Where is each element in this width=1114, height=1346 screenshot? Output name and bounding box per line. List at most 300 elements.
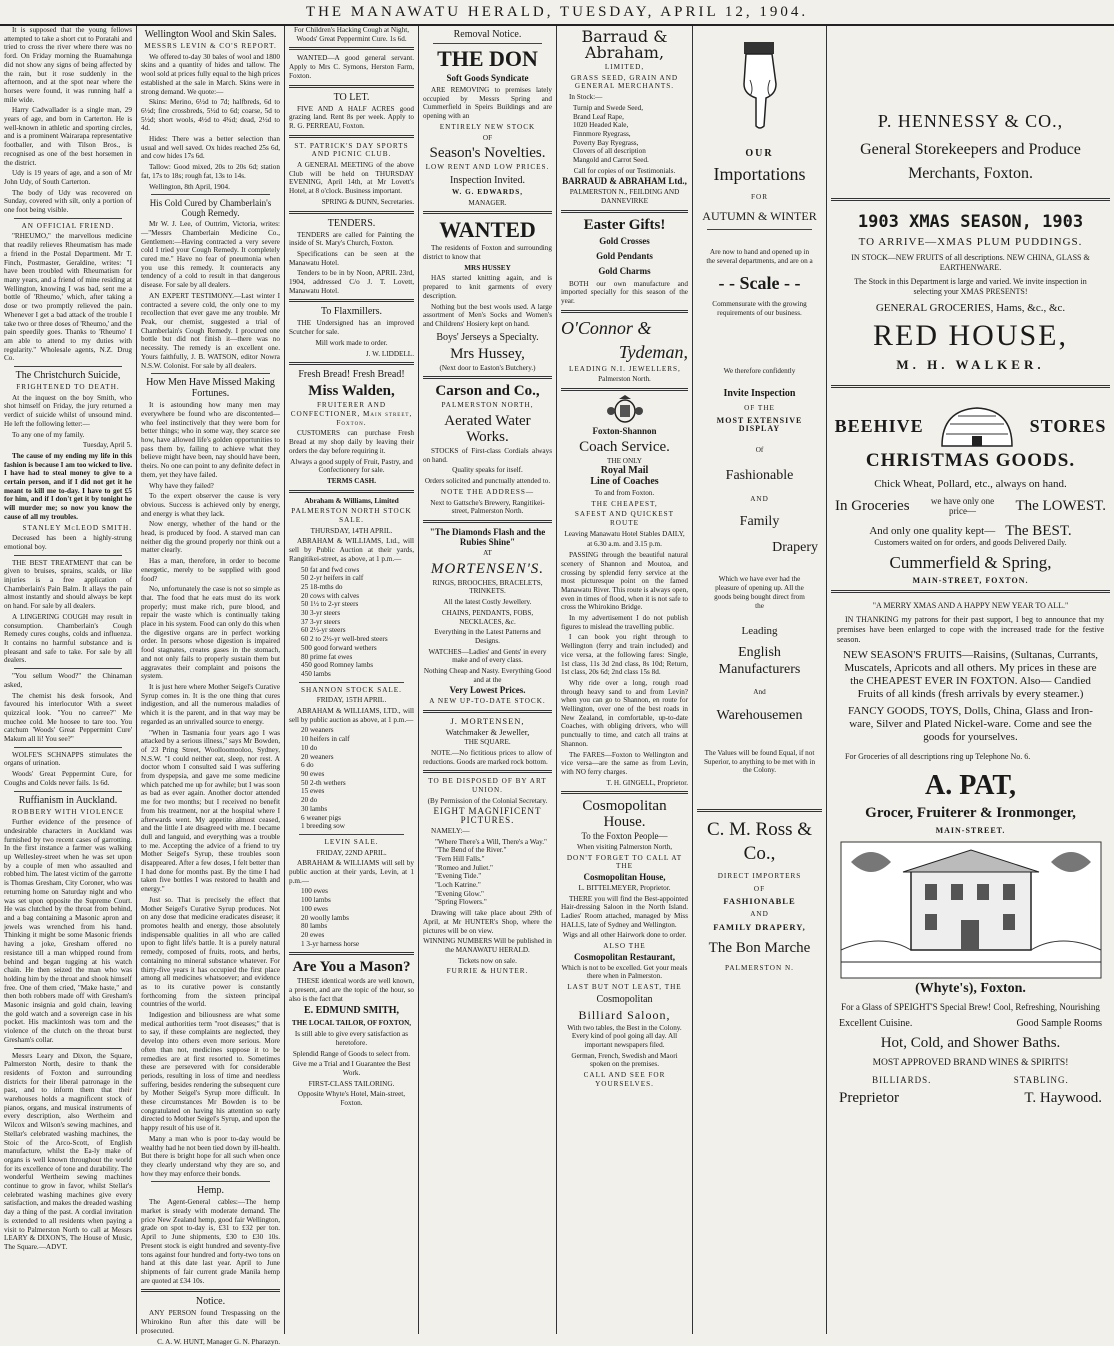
article-text: The Agent-General cables:—The hemp market is steady with moderate demand. The price New Zealand hemp, good fair Wellington, grade on spot to-day is, £31 to £32 per ton. April to June shipments, £30 to £30 10s. Present stock is eight hundred and seventy-five tons against four hundred and forty-two tons on hand at this date last year. April to June shipments of fair current grade Manila hemp are quoted at £34 10s.: [141, 1198, 280, 1285]
list-item: "Where There's a Will, There's a Way.": [435, 837, 547, 846]
list-item: 1 3-yr harness horse: [301, 939, 360, 948]
headline: ST. PATRICK'S DAY SPORTS AND PICNIC CLUB.: [294, 141, 409, 159]
ad-text: DON'T FORGET TO CALL AT THE: [566, 853, 683, 871]
ad-text: For Groceries of all descriptions ring up Telephone No. 6.: [845, 752, 1031, 761]
article-text: The body of Udy was recovered on Sunday, covered with silt, only a portion of one foot being visible.: [4, 188, 132, 215]
list-item: 500 good forward wethers: [301, 643, 377, 652]
ad-text: IN STOCK—NEW FRUITS of all descriptions. NEW CHINA, GLASS & EARTHENWARE.: [851, 253, 1090, 272]
list-item: 1 breeding sow: [301, 822, 345, 831]
article-text: Now energy, whether of the hand or the head, is produced by food. A starved man can neither dig the ground properly nor think out a matter clearly.: [141, 520, 280, 555]
article-text: Many a man who is poor to-day would be wealthy had he not been tied down by ill-health. But there is bright hope for all such when once they clearly understand why they are so, and how they may enforce their bonds.: [141, 1134, 280, 1178]
article-text: A LINGERING COUGH may result in consumption. Chamberlain's Cough Remedy cures coughs, colds and influenza. It contains no harmful substance and is pleasant and safe to take. For sale by all dealers.: [4, 612, 132, 665]
stock-list: [301, 566, 414, 679]
headline: RED HOUSE,: [872, 319, 1068, 352]
ad-text: THURSDAY, 14TH APRIL.: [310, 526, 393, 535]
list-item: 37 3-yr steers: [301, 617, 341, 626]
ad-text: "A MERRY XMAS AND A HAPPY NEW YEAR TO ALL.": [872, 601, 1069, 610]
headline: His Cold Cured by Chamberlain's Cough Remedy.: [149, 198, 272, 219]
ad-text: Mill work made to order.: [315, 338, 388, 347]
ad-text: CHAINS, PENDANTS, FOBS, NECKLACES, &c.: [441, 608, 534, 626]
ad-text: WATCHES—Ladies' and Gents' in every make and of every class.: [428, 647, 547, 665]
ad-text: The Values will be found Equal, if not Superior, to anything to be met with in the Colony.: [703, 748, 816, 775]
list-item: 10 heifers in calf: [301, 735, 350, 744]
headline: Season's Novelties.: [429, 145, 546, 162]
headline: Drapery: [772, 540, 818, 556]
headline: Fresh Bread! Fresh Bread!: [298, 369, 405, 381]
article-text: Why have they failed?: [149, 481, 214, 490]
article-text: It is supposed that the young fellows attempted to take a short cut to Poratahi and tried to cross the river where there was no ford. On Friday morning the Ruamahunga did not show any signs of being affected by the rain, but it rose suddenly in the afternoon, and at the spot near where the horses were found, it was running half a mile wide.: [4, 26, 132, 104]
list-item: Poverty Bay Ryegrass,: [573, 138, 639, 147]
ad-text: Next to Gattsche's Brewery, Rangitikei-street, Palmerston North.: [430, 498, 545, 516]
signature: STANLEY McLEOD SMITH.: [22, 523, 132, 532]
ad-text: Wigs and all other Hairwork done to order.: [562, 931, 687, 940]
ad-text: TERMS CASH.: [326, 476, 377, 485]
headline: Cosmopolitan Restaurant,: [573, 951, 675, 962]
article-text: WOLFE'S SCHNAPPS stimulates the organs of urination.: [4, 750, 132, 768]
ad-text: In Groceries: [835, 498, 910, 514]
article-text: Hides: There was a better selection than usual and well saved. Ox hides reached 25s 6d, and cow hides 17s 6d.: [141, 135, 280, 161]
headline: M. H. WALKER.: [896, 357, 1045, 372]
headline: Miss Walden,: [308, 383, 395, 400]
column-4: [419, 26, 556, 1334]
article-text: Indigestion and biliousness are what some medical authorities term "root diseases;" that is to say, if these complaints are neglected, they develop into others even more serious. More often than not, medicines suppose it to be remedies are at first resorted to. Sometimes these are persevered with for considerable periods, resulting in loss of time and needless suffering, besides rendering the subsequent cure by Mother Seigel's Syrup more difficult. In these circumstances Mr Bowden is to be congratulated on having his attention so early directed to Mother Seigel's Syrup, and upon the happy result of his use of it.: [141, 1011, 280, 1133]
headline: TO BE DISPOSED OF BY ART UNION.: [428, 777, 547, 795]
headline: Gold Charms: [598, 265, 651, 276]
stock-list: [301, 887, 414, 948]
headline: Cummerfield & Spring,: [889, 553, 1052, 572]
hotel-engraving-icon: [841, 842, 1101, 978]
headline: (Whyte's), Foxton.: [915, 981, 1026, 996]
stock-list: [301, 726, 414, 830]
headline: The Bon Marche: [708, 939, 811, 956]
ad-text: AT: [483, 548, 492, 557]
ad-text: Everything in the Latest Patterns and Designs.: [434, 628, 541, 645]
ad-text: STOCKS of First-class Cordials always on hand.: [423, 447, 552, 464]
ad-text: Quality speaks for itself.: [452, 466, 523, 475]
headline: AN OFFICIAL FRIEND.: [21, 221, 115, 230]
list-item: "Loch Katrine.": [435, 881, 481, 890]
ad-text: (By Permission of the Colonial Secretary.: [427, 796, 548, 805]
headline: THE DON: [437, 46, 538, 71]
article-text: AN EXPERT TESTIMONY.—Last winter I contracted a severe cold, the only one to my recollection that ever gave me any trouble. Mr Peak, our chemist, suggested a trial of Chamberlain's Cough Remedy. I procured one bottle but did not finish it—there was no necessity. The remedy is an excellent one. Yours faithfully, J. B. WATSON, editor Nowra N.S.W. Colonist. For sale by all dealers.: [141, 291, 280, 370]
headline: EIGHT MAGNIFICENT PICTURES.: [433, 806, 542, 826]
ad-text: MOST APPROVED BRAND WINES & SPIRITS!: [872, 1058, 1069, 1068]
ad-text: When visiting Palmerston North,: [576, 843, 673, 852]
ad-text: Opposite Whyte's Hotel, Main-street, Foxton.: [297, 1090, 406, 1108]
ad-text: The LOWEST.: [1015, 498, 1106, 514]
ad-text: FANCY GOODS, TOYS, Dolls, China, Glass and Iron-ware, Silver and Plated Nickel-ware. Come and see the goods for yourselves.: [848, 705, 1093, 743]
billiards-line: [831, 1075, 1110, 1085]
ad-text: RINGS, BROOCHES, BRACELETS, TRINKETS.: [432, 578, 543, 596]
headline: Billiard Saloon,: [578, 1007, 671, 1022]
ad-text: We therefore confidently: [723, 367, 796, 376]
headline: Carson and Co.,: [435, 383, 540, 400]
ad-text: Why ride over a long, rough road through heavy sand to and from Levin? when you can go to Shannon, en route for Wellington, over one of the best roads in New Zealand, in comfortable, up-to-date Coaches, with obliging drivers, who will punctually to time, and catch all trains at Shannon.: [561, 678, 688, 748]
ad-text: FRIDAY, 15TH APRIL.: [316, 696, 387, 705]
beehive-header: [831, 404, 1110, 448]
ad-text: Which we have ever had the pleasure of opening up. All the goods being bought direct from the: [714, 575, 805, 610]
article-text: Tallow: Good mixed, 20s to 20s 6d; station fat, 17s to 18s; rough fat, 13s to 14s.: [141, 163, 280, 180]
headline: Very Lowest Prices.: [449, 685, 526, 696]
list-item: 80 prime fat ewes: [301, 652, 353, 661]
headline: FAMILY DRAPERY,: [713, 921, 806, 932]
headline: THE LOCAL TAILOR, OF FOXTON,: [291, 1019, 412, 1028]
ad-text: GENERAL GROCERIES, Hams, &c., &c.: [875, 302, 1066, 314]
headline: Invite Inspection: [723, 387, 796, 399]
headline: Inspection Invited.: [450, 174, 525, 186]
list-item: 100 ewes: [301, 887, 328, 896]
headline: Fashionable: [725, 467, 794, 483]
ad-text: Call for copies of our Testimonials.: [573, 166, 676, 175]
ad-text: FRIDAY, 22ND APRIL.: [316, 848, 387, 857]
ad-text: THE Undersigned has an improved Scutcher for sale.: [289, 319, 414, 337]
headline: To Flaxmillers.: [321, 306, 382, 318]
headline: TENDERS.: [327, 217, 376, 229]
headline: Wellington Wool and Skin Sales.: [144, 29, 277, 40]
ad-text: OF: [482, 133, 493, 142]
headline: TO LET.: [333, 91, 370, 103]
ad-text: The BEST.: [1005, 523, 1072, 539]
headline: BARRAUD & ABRAHAM Ltd.,: [562, 176, 687, 187]
ad-text: NOTE THE ADDRESS—: [440, 487, 535, 496]
article-text: To any one of my family.: [12, 430, 85, 439]
list-item: 20 cows with calves: [301, 591, 360, 600]
masthead: [0, 0, 1114, 26]
ad-text: Splendid Range of Goods to select from.: [292, 1049, 411, 1058]
ad-text: AND: [750, 494, 769, 503]
headline: SHANNON STOCK SALE.: [301, 685, 402, 694]
headline: Watchmaker & Jeweller,: [445, 726, 530, 737]
list-item: 100 ewes: [301, 904, 328, 913]
headline: AUTUMN & WINTER: [702, 209, 817, 224]
article-text: Skins: Merino, 6½d to 7d; halfbreds, 6d to 6½d; fine crossbreds, 5½d to 6d; coarse, 5d to 5½d; short wools, 4½d to 4¾d; dead, 2½d to 4d.: [141, 98, 280, 133]
ad-text: IN THANKING my patrons for their past support, I beg to announce that my premises have been enlarged to cope with the increased trade for the festive season.: [837, 615, 1104, 644]
headline: LEVIN SALE.: [324, 837, 379, 846]
ad-text: Give me a Trial and I Guarantee the Best Work.: [292, 1060, 411, 1077]
article-text: Messrs Leary and Dixon, the Square, Palmerston North, desire to thank the residents of Foxton and surrounding districts for their liberal patronage in the past, and to inform them that their warehouses holds a magnificent stock of pianos, organs, and musical instruments of every description, also Wertheim and Wilcox and Wilson's sewing machines, and Stellar's celebrated washing machines, the Stoic of the Arco-Scott, of English manufacture, whilst the Ea-ly make of organs is well known throughout the world for its excellence of tone and durability. The wonderful Wertheim sewing machines continue to grow in favor, whilst Stellar's celebrated washing machines give every satisfaction, and makes the dreaded washing day a thing of the past. A cordial invitation is extended to all residents when paying a visit to Palmerston North to call at Messrs LEARY & DIXON'S, The House of Music, The Square.—ADVT.: [4, 1051, 132, 1251]
ad-text: Good Sample Rooms: [1016, 1018, 1102, 1029]
ad-text: ENTIRELY NEW STOCK: [439, 122, 536, 131]
column-2: [137, 26, 284, 1346]
headline: Barraud & Abraham,: [581, 27, 668, 62]
ad-text: PALMERSTON N.: [725, 963, 794, 972]
column-1: [0, 26, 136, 1334]
list-item: Brand Leaf Rape,: [573, 112, 624, 121]
ad-text: LAST BUT NOT LEAST, THE: [567, 982, 682, 991]
article-text: "You sellum Wood?" the Chinaman asked,: [4, 672, 132, 689]
ad-text: ARE REMOVING to premises lately occupied by Messrs Spring and Cummerfield in Speirs Buildings and are opening with an: [423, 86, 552, 121]
ad-text: BILLIARDS.: [872, 1075, 932, 1085]
headline: General Storekeepers and Produce Merchants, Foxton.: [860, 141, 1081, 182]
article-text: Mr W. J. Lee, of Outtrim, Victoria, writes:—"Messrs Chamberlain Medicine Co., Gentlemen:—Having contracted a very severe cold I tried your Cough Remedy. It completely cured me." Have no fear of pneumonia when you use this remedy. It counteracts any tendency of a cold to result in that dangerous disease. For sale by all dealers.: [141, 220, 280, 290]
ad-text: MAIN-STREET, FOXTON.: [912, 576, 1029, 585]
pointing-hand-icon: [730, 40, 790, 130]
headline: PALMERSTON NORTH STOCK SALE.: [291, 507, 412, 525]
ad-text: GRASS SEED, GRAIN AND GENERAL MERCHANTS.: [570, 73, 679, 91]
ad-text: THE CHEAPEST,: [591, 499, 658, 508]
article-text: Wellington, 8th April, 1904.: [149, 182, 230, 191]
ad-text: Commensurate with the growing requirements of our business.: [712, 299, 807, 317]
article-text: At the inquest on the boy Smith, who shot himself on Friday, the jury returned a verdict of suicide whilst of unsound mind. He left the following letter:—: [4, 393, 132, 428]
headline: Coach Service.: [579, 438, 670, 455]
ad-text: THE SQUARE.: [464, 738, 511, 747]
ad-text: To and from Foxton.: [594, 488, 655, 497]
list-item: "Spring Flowers.": [435, 898, 487, 907]
ad-text: Customers waited on for orders, and goods Delivered Daily.: [874, 538, 1067, 547]
ad-text: Preprietor: [839, 1090, 899, 1106]
signature: C. A. W. HUNT, Manager G. N. Pharazyn.: [157, 1337, 280, 1346]
groceries-line: [835, 496, 1106, 516]
royal-crest-icon: [605, 395, 645, 425]
ad-text: MAIN-STREET.: [935, 826, 1006, 835]
article-text: The cause of my ending my life in this fashion is because I am too wicked to live. I have had to steal money to give to a certain person, and if I did not get it he meant to kill me to-day. I have to get £5 for him, and if I don't get it by tonight he will murder me; so now you know the cause of all my troubles.: [4, 451, 132, 521]
headline: Removal Notice.: [453, 29, 522, 40]
article-text: It is just here where Mother Seigel's Curative Syrup comes in. It is the one thing that cures indigestion, and all the numerous maladies of which it is the parent, and in that way may be regarded as an unrivalled source to energy.: [141, 683, 280, 726]
list-item: 100 lambs: [301, 896, 331, 905]
signature: J. W. LIDDELL.: [365, 349, 414, 358]
headline: WANTED: [439, 217, 536, 243]
ad-text: LIMITED,: [604, 63, 645, 71]
article-text: No, unfortunately the case is not so simple as that. The food that he eats must do its work properly; must make rich, pure blood, and repair the waste which is continually taking place in his system. Food can only do this when the digestive organs are in perfect working order. In persons whose digestion is impaired food stagnates, creates gases in the stomach, and not only fails to properly sustain them but aggravates their complaint and poisons the system.: [141, 585, 280, 681]
column-7: [827, 26, 1114, 1334]
ad-text: ABRAHAM & WILLIAMS will sell by public auction at their yards, Levin, at 1 p.m.—: [289, 859, 414, 885]
ad-text: TENDERS are called for Painting the inside of St. Mary's Church, Foxton.: [289, 230, 414, 248]
ad-text: The Stock in this Department is large and varied. We invite inspection in selecting your XMAS PRESENTS!: [854, 277, 1087, 296]
list-item: 50 fat and fwd cows: [301, 565, 360, 574]
list-item: "Fern Hill Falls.": [435, 854, 485, 863]
headline: Cosmopolitan House.: [582, 798, 667, 831]
ad-text: German, French, Swedish and Maori spoken on the premises.: [571, 1051, 678, 1069]
headline: Gold Crosses: [599, 235, 650, 246]
headline: Mrs Hussey,: [450, 345, 525, 362]
ad-text: TO ARRIVE—XMAS PLUM PUDDINGS.: [858, 236, 1083, 248]
list-item: Finnmore Ryegrass,: [573, 129, 631, 138]
ad-text: Always a good supply of Fruit, Pastry, and Confectionery for sale.: [290, 457, 413, 475]
list-item: 20 woolly lambs: [301, 913, 349, 922]
ad-text: With two tables, the Best in the Colony. Every kind of pool going all day. All important newspapers filed.: [567, 1023, 682, 1050]
column-5: [557, 26, 692, 1334]
ad-text: STABLING.: [1013, 1075, 1069, 1085]
beehive-icon: [932, 404, 1022, 448]
ad-text: And: [753, 688, 766, 697]
article-text: Just so. That is precisely the effect that Mother Seigel's Curative Syrup produces. Not on any dose that medicine eradicates disease; it promotes health and energy, those absolutely indispensable qualities in all who are called upon to fight life's battle. It is a purely natural remedy, composed of fruits, roots, and herbs, containing no mineral substance whatever. For thirty-five years it has occupied the first place among all medicines whatsoever; and evidence as to its curative power is constantly forthcoming from the sixteen principal countries of the world.: [141, 895, 280, 1009]
ad-text: Which is not to be excelled. Get your meals there when in Palmerston.: [561, 963, 688, 981]
ad-text: WINNING NUMBERS Will be published in the MANAWATU HERALD.: [423, 937, 552, 954]
article-text: Tuesday, April 5.: [82, 441, 132, 450]
headline: W. G. EDWARDS,: [451, 187, 524, 196]
ad-text: FRUITERER AND CONFECTIONER, Main street, Foxton.: [290, 401, 413, 427]
ad-text: LOW RENT AND LOW PRICES.: [425, 163, 550, 172]
ad-text: THERE you will find the Best-appointed Hair-dressing Saloon in the North Island. Ladies' Room attached, managed by Miss HALLS, late of Sydney and Wellington.: [561, 894, 688, 929]
ad-text: Nothing but the best wools used. A large assortment of Men's Socks and Women's and Childrens' Hosiery kept on hand.: [423, 302, 552, 328]
list-item: "The Bend of the River.": [435, 846, 507, 855]
list-item: 50 2-th wethers: [301, 778, 346, 787]
headline: Line of Coaches: [590, 476, 659, 488]
headline: Hemp.: [197, 1185, 224, 1197]
headline: A. PAT,: [925, 770, 1016, 801]
ad-text: LEADING N.I. JEWELLERS,: [569, 364, 681, 373]
ad-text: ABRAHAM & WILLIAMS, LTD., will sell by public auction as above, at 1 p.m.—: [289, 707, 414, 724]
article-text: To the expert observer the cause is very obvious. Success is achieved only by energy, and energy is what they lack.: [141, 492, 280, 518]
list-item: 80 lambs: [301, 922, 328, 931]
list-item: 20 do: [301, 796, 318, 805]
ad-text: THESE identical words are well known, a present, and are the topic of the hour, so also is the fact that: [289, 977, 414, 1003]
article-text: We offered to-day 30 bales of wool and 1800 skins and a quantity of hides and tallow. The wool sold at prices fully equal to the high prices established at the sale in March. Skins were in strong demand. We quote:—: [141, 52, 280, 96]
list-item: 50 2-yr heifers in calf: [301, 574, 364, 583]
ad-text: Is still able to give every satisfaction as heretofore.: [294, 1030, 409, 1047]
headline: OUR: [745, 148, 774, 159]
headline: MOST EXTENSIVE DISPLAY: [716, 415, 803, 434]
list-item: 50 1½ to 2-yr steers: [301, 600, 359, 609]
list-item: 6 weaner pigs: [301, 813, 341, 822]
proprietor-line: [839, 1090, 1102, 1106]
ad-text: Tenders to be in by Noon, APRIL 23rd, 1904, addressed C/o J. T. Lovett, Manawatu Hotel.: [289, 269, 414, 295]
ad-text: at 6.30 a.m. and 3.15 p.m.: [587, 540, 662, 549]
ad-text: we have only one price—: [930, 496, 995, 516]
list-item: 20 weaners: [301, 752, 334, 761]
ad-text: In my advertisement I do not publish figures to mislead the travelling public.: [561, 614, 688, 631]
ad-text: Specifications can be seen at the Manawatu Hotel.: [289, 249, 414, 267]
subheadline: FRIGHTENED TO DEATH.: [16, 383, 120, 392]
quality-line: [831, 523, 1110, 539]
ad-text: OF THE: [744, 403, 775, 412]
headline: STORES: [1029, 416, 1107, 436]
ad-text: BOTH our own manufacture and imported specially for this season of the year.: [561, 279, 688, 305]
cuisine-line: [839, 1019, 1102, 1029]
ad-text: FIRST-CLASS TAILORING.: [308, 1079, 395, 1088]
ad-text: (Next door to Easton's Butchery.): [439, 363, 536, 372]
headline: Ruffianism in Auckland.: [18, 794, 118, 806]
ad-text: WANTED—A good general servant. Apply to Mrs C. Symons, Herston Farm, Foxton.: [289, 54, 414, 80]
ad-text: And only one quality kept—: [869, 525, 996, 537]
list-item: "Evening Glow.": [435, 889, 484, 898]
headline: 1903 XMAS SEASON, 1903: [857, 212, 1084, 232]
headline: The Christchurch Suicide,: [15, 370, 121, 382]
headline: E. EDMUND SMITH,: [303, 1005, 399, 1017]
ad-text: CUSTOMERS can purchase Fresh Bread at my shop daily by leaving their orders the day before requiring it.: [289, 429, 414, 455]
list-item: 6 do: [301, 761, 314, 770]
headline: Leading: [741, 625, 778, 638]
headline: Gold Pendants: [596, 250, 653, 261]
article-text: Udy is 19 years of age, and a son of Mr John Udy, of South Carterton.: [4, 169, 132, 186]
headline: Family: [739, 514, 780, 530]
headline: Aerated Water Works.: [444, 413, 531, 446]
ad-text: L. BITTELMEYER, Proprietor.: [578, 883, 671, 892]
ad-text: OF: [753, 884, 766, 893]
ad-text: Drawing will take place about 29th of April, at Mr HUNTER's Shop, where the pictures will be on view.: [423, 909, 552, 935]
list-item: 10 do: [301, 743, 318, 752]
headline: Importations: [713, 163, 806, 184]
signature: SPRING & DUNN, Secretaries.: [321, 197, 414, 206]
ad-text: Leaving Manawatu Hotel Stables DAILY,: [564, 529, 685, 538]
ad-text: ALSO THE: [603, 942, 646, 951]
article-text: The chemist his desk forsook, And favoured his interlocutor With a sweet quizzical look. "You no carree?" Me muchee cold. Me hoosee to tare too. You catchum 'Woods' Great Peppermint Cure' Makum all li! You see?": [4, 691, 132, 744]
list-item: Mangold and Carrot Seed.: [573, 156, 649, 165]
headline: Warehousemen: [716, 707, 803, 723]
article-text: Has a man, therefore, in order to become energetic, merely to be supplied with good food?: [141, 557, 280, 583]
list-item: 90 ewes: [301, 770, 325, 778]
list-item: "Romeo and Juliet.": [435, 863, 493, 872]
ad-text: Orders solicited and punctually attended to.: [424, 477, 551, 486]
ad-text: Excellent Cuisine.: [839, 1018, 913, 1029]
article-text: Further evidence of the presence of undesirable characters in Auckland was furnished by two recent cases of garrotting. In the first instance a farmer was walking up Wellesley-street when he was set upon by a couple of men who assaulted and robbed him. The latest victim of the garrotte is Thomas Gresham, City Coroner, who was returning home on Saturday night and who was set upon opposite the Supreme Court. He was clutched by the throat from behind, and a bag containing a Masonic apron and jewels was wrenched from his hand. Thinking it might be some Masonic friends having a joke, Gresham offered no resistance till a man whipped round from behind and began tugging at his watch chain. He then seized the man who was holding him by the throat and shook himself free. One of them cried, "Make haste," and then both robbers made off with Gresham's Masonic insignia and gold chain, leaving the gold watch and a sovereign case in his pocket. His mackintosh was torn and the violence of the clutch on the throat burst Gresham's collar.: [4, 818, 132, 1044]
signature: FURRIE & HUNTER.: [446, 967, 529, 976]
ad-text: NOTE.—No fictitious prices to allow of reductions. Goods are marked rock bottom.: [423, 748, 552, 766]
ad-text: PASSING through the beautiful natural scenery of Shannon and Moutoa, and crossing by splendid ferry service at the most picturesque point on the famed Manawatu River. This route is always open, even in times of flood, when it is not safe to cross the Whirokino Bridge.: [561, 551, 688, 612]
headline: Grocer, Fruiterer & Ironmonger,: [865, 805, 1076, 821]
ad-text: FIVE AND A HALF ACRES good grazing land. Rent 8s per week. Apply to R. G. PERREAU, Foxton.: [289, 104, 414, 130]
headline: Hot, Cold, and Shower Baths.: [880, 1035, 1061, 1051]
ad-text: Are now to hand and opened up in the several departments, and are on a: [706, 248, 813, 266]
ad-text: A NEW UP-TO-DATE STOCK.: [429, 697, 546, 706]
headline: Boys' Jerseys a Specialty.: [436, 331, 539, 343]
headline: Abraham & Williams, Limited: [304, 496, 399, 505]
ad-text: For a Glass of SPEIGHT'S Special Brew! Cool, Refreshing, Nourishing: [841, 1002, 1100, 1012]
ad-text: All the latest Costly Jewellery.: [443, 598, 532, 607]
ad-text: For Children's Hacking Cough at Night, Woods' Great Peppermint Cure. 1s 6d.: [293, 26, 410, 43]
headline: Foxton-Shannon: [592, 426, 657, 437]
headline: Tydeman,: [618, 341, 688, 362]
column-3: [285, 26, 418, 1334]
ad-text: DIRECT IMPORTERS: [717, 872, 802, 881]
article-text: "When in Tasmania four years ago I was attacked by a serious illness," says Mr Bowden, of 23 Pring Street, Woolloomooloo, Sydney, N.S.W. "I could neither eat, sleep, nor rest. A doctor whom I consulted said I was suffering from dyspepsia, and gave me some medicine which patched me up for awhile; but I was soon as bad as ever again. Another doctor attended me for two months; but I received no benefit from his treatment, nor at the hospital where I afterwards went. My appetite almost ceased, and the little I ate disagreed with me. I became dull and languid, and everything was a trouble to me. Accepting the advice of a friend to try Mother Seigel's Syrup, these troubles soon disappeared. After a few doses, I felt better than I had done for months past. By the time I had taken five bottles I was restored to health and energy.": [141, 728, 280, 894]
ad-text: AND: [750, 910, 769, 919]
subheadline: ROBBERY WITH VIOLENCE: [11, 807, 125, 816]
list-item: "Evening Tide.": [435, 872, 482, 881]
ad-text: SAFEST AND QUICKEST ROUTE: [574, 510, 675, 527]
ad-text: NEW SEASON'S FRUITS—Raisins, (Sultanas, Currants, Muscatels, Apricots and all others. My prices in these are the CHEAPEST EVER IN FOXTON. Also— Candied Fruits of all kinds (fresh arrivals by every steamer.): [842, 649, 1099, 700]
article-text: ANY PERSON found Trespassing on the Whirokino Run after this date will be prosecuted.: [141, 1309, 280, 1335]
list-item: 15 ewes: [301, 787, 325, 796]
ad-text: I can book you right through to Wellington (ferry and train included) and vice versa, at the following fares: Single, 1st class, 11s 3d 2nd class, 8s 10d; Return, 1st class, 20s 6d; 2nd class 15s 8d.: [561, 633, 688, 677]
ad-text: NAMELY:—: [431, 826, 470, 835]
ad-text: THE ONLY: [606, 456, 642, 465]
list-item: 25 18-mths do: [301, 582, 343, 591]
ad-text: Palmerston North.: [598, 375, 651, 384]
ad-text: CALL AND SEE FOR YOURSELVES.: [583, 1071, 666, 1088]
headline: Cosmopolitan: [596, 993, 653, 1005]
headline: Royal Mail: [600, 465, 649, 477]
stock-list: [573, 104, 688, 165]
list-item: Clovers of all description: [573, 147, 646, 156]
headline: English Manufacturers: [718, 645, 801, 678]
headline: BEEHIVE: [834, 416, 924, 436]
headline: Are You a Mason?: [292, 959, 411, 976]
article-text: Woods' Great Peppermint Cure, for Coughs and Colds never fails. 1s 6d.: [4, 770, 132, 787]
list-item: 450 good Romney lambs: [301, 661, 374, 670]
list-item: Turnip and Swede Seed,: [573, 103, 644, 112]
article-text: Harry Cadwallader is a single man, 29 years of age, and born in Carterton. He is well-known in athletic and sporting circles, and is a prominent Wairarapa representative footballer, and with Tilson Bros., is recognised as one of the best horsemen in the district.: [4, 106, 132, 167]
headline: Cosmopolitan House,: [583, 872, 666, 883]
list-item: 30 lambs: [301, 804, 328, 813]
column-6: [693, 26, 826, 1334]
list-item: 1020 Headed Kale,: [573, 121, 629, 130]
ad-text: HAS started knitting again, and is prepared to knit garments of every description.: [423, 274, 552, 300]
ad-text: The residents of Foxton and surrounding district to know that: [423, 244, 552, 262]
list-item: 60 2 to 2½-yr well-bred steers: [301, 635, 388, 644]
headline: Soft Goods Syndicate: [446, 73, 529, 83]
article-text: It is astounding how many men may everywhere be found who are discontented—who feel instinctively that they were born for better things; who in some way, they scarce see how, have allowed life's golden opportunities to pass them by, failing to achieve what they believe might have been, nay should have been, theirs. No one can point to any definite defect in them, yet they have failed.: [141, 401, 280, 479]
list-item: 20 ewes: [301, 930, 325, 939]
article-text: "RHEUMO," the marvellous medicine that readily relieves Rheumatism has made a friend in the Postal Department. Mr T. Finch, Postmaster, Geraldine, writes: "I have been troubled with Rheumatism for many years, and a friend of mine residing at Wellington, knowing I was bad, sent me a bottle of 'Rheumo,' which, after taking a dose or two promptly relieved the pain. Whenever I get a bad attack of the trouble I take two or three doses of 'Rheumo,' and the pain speedily goes. Thanks to 'Rheumo' I am able to attend to my duties with regularity." Wholesale agents, N.Z. Drug Co.: [4, 232, 132, 363]
ad-text: T. Haywood.: [1024, 1090, 1102, 1106]
headline: O'Connor &: [561, 317, 652, 338]
headline: FASHIONABLE: [723, 896, 796, 907]
ad-text: Tickets now on sale.: [458, 956, 517, 965]
headline: Easter Gifts!: [583, 216, 666, 233]
headline: J. MORTENSEN,: [450, 715, 525, 726]
masthead-text: THE MANAWATU HERALD, TUESDAY, APRIL 12, 1904.: [305, 3, 809, 20]
